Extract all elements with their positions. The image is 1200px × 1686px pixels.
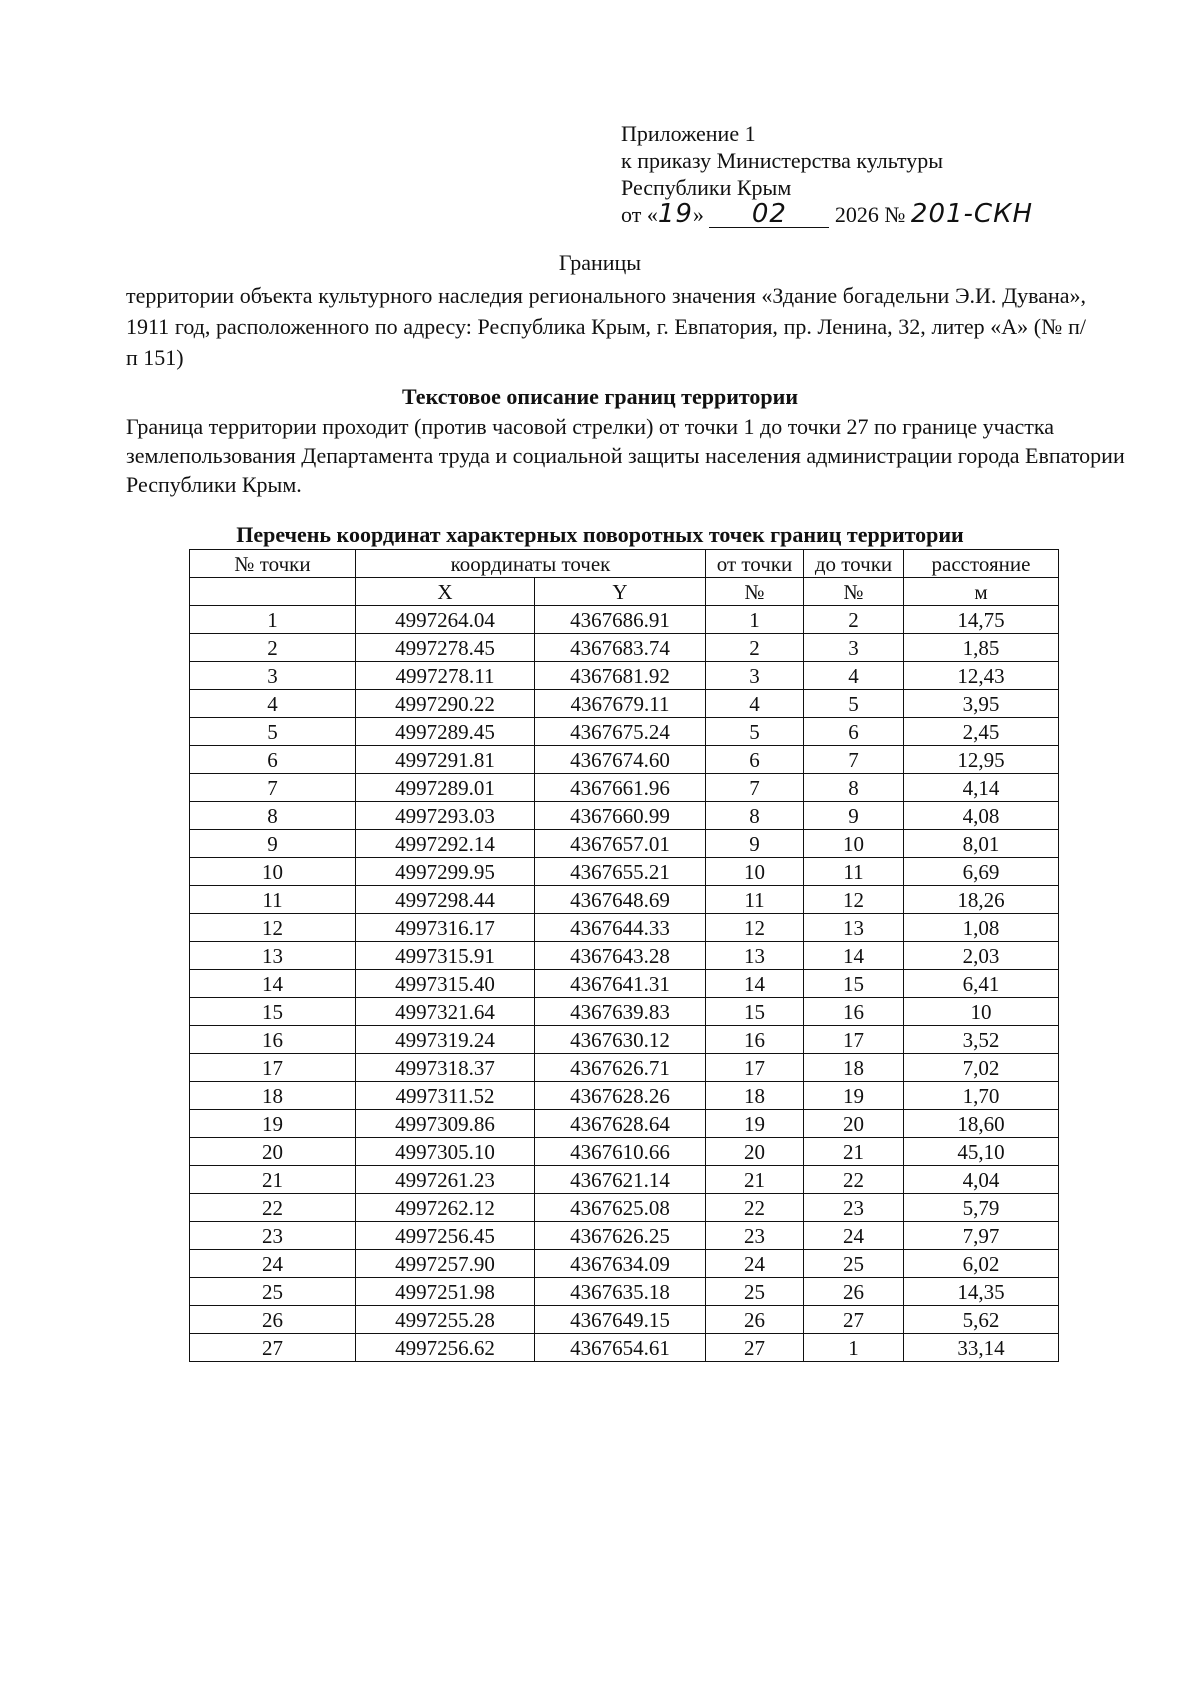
cell-y: 4367674.60 xyxy=(535,746,706,774)
cell-to-point: 26 xyxy=(804,1278,904,1306)
cell-to-point: 12 xyxy=(804,886,904,914)
table-row xyxy=(190,1026,1059,1054)
cell-from-point: 21 xyxy=(706,1166,804,1194)
cell-distance: 6,02 xyxy=(904,1250,1059,1278)
table-row xyxy=(190,1110,1059,1138)
appendix-block xyxy=(621,120,1033,228)
cell-from-point: 19 xyxy=(706,1110,804,1138)
table-row xyxy=(190,746,1059,774)
cell-to-point: 3 xyxy=(804,634,904,662)
cell-from-point: 7 xyxy=(706,774,804,802)
table-row xyxy=(190,1166,1059,1194)
table-body xyxy=(190,606,1059,1362)
table-row xyxy=(190,1278,1059,1306)
cell-y: 4367648.69 xyxy=(535,886,706,914)
handwritten-day: 19 xyxy=(657,199,693,229)
cell-y: 4367626.71 xyxy=(535,1054,706,1082)
cell-x: 4997315.91 xyxy=(356,942,535,970)
table-row xyxy=(190,1082,1059,1110)
cell-y: 4367641.31 xyxy=(535,970,706,998)
cell-from-point: 10 xyxy=(706,858,804,886)
cell-point-number: 26 xyxy=(190,1306,356,1334)
cell-y: 4367628.26 xyxy=(535,1082,706,1110)
table-row xyxy=(190,634,1059,662)
cell-to-point: 24 xyxy=(804,1222,904,1250)
cell-point-number: 25 xyxy=(190,1278,356,1306)
cell-y: 4367686.91 xyxy=(535,606,706,634)
cell-x: 4997264.04 xyxy=(356,606,535,634)
cell-distance: 7,97 xyxy=(904,1222,1059,1250)
section-heading: Текстовое описание границ территории xyxy=(401,384,799,409)
cell-distance: 2,03 xyxy=(904,942,1059,970)
date-day-suffix: » xyxy=(692,202,704,227)
cell-from-point: 22 xyxy=(706,1194,804,1222)
cell-distance: 1,85 xyxy=(904,634,1059,662)
cell-x: 4997311.52 xyxy=(356,1082,535,1110)
cell-y: 4367644.33 xyxy=(535,914,706,942)
object-description: территории объекта культурного наследия регионального значения «Здание богадельни Э.И. Дувана», 1911 год, расположенного по адресу: Республика Крым, г. Евпатория, пр. Ленина, 32, литер «А» (№ п/п 151) xyxy=(126,283,1086,370)
cell-to-point: 11 xyxy=(804,858,904,886)
cell-from-point: 25 xyxy=(706,1278,804,1306)
cell-x: 4997290.22 xyxy=(356,690,535,718)
cell-x: 4997292.14 xyxy=(356,830,535,858)
cell-y: 4367621.14 xyxy=(535,1166,706,1194)
cell-x: 4997251.98 xyxy=(356,1278,535,1306)
cell-distance: 6,41 xyxy=(904,970,1059,998)
cell-point-number: 3 xyxy=(190,662,356,690)
cell-to-point: 14 xyxy=(804,942,904,970)
cell-distance: 14,35 xyxy=(904,1278,1059,1306)
cell-from-point: 16 xyxy=(706,1026,804,1054)
cell-distance: 4,08 xyxy=(904,802,1059,830)
subheader-x: X xyxy=(356,578,535,606)
cell-distance: 3,52 xyxy=(904,1026,1059,1054)
subheader-to-no: № xyxy=(804,578,904,606)
cell-to-point: 23 xyxy=(804,1194,904,1222)
cell-from-point: 24 xyxy=(706,1250,804,1278)
cell-point-number: 17 xyxy=(190,1054,356,1082)
cell-y: 4367639.83 xyxy=(535,998,706,1026)
table-row xyxy=(190,942,1059,970)
cell-distance: 4,04 xyxy=(904,1166,1059,1194)
cell-point-number: 23 xyxy=(190,1222,356,1250)
cell-from-point: 3 xyxy=(706,662,804,690)
cell-from-point: 18 xyxy=(706,1082,804,1110)
cell-from-point: 27 xyxy=(706,1334,804,1362)
cell-y: 4367679.11 xyxy=(535,690,706,718)
subheader-unit: м xyxy=(904,578,1059,606)
cell-distance: 6,69 xyxy=(904,858,1059,886)
cell-x: 4997321.64 xyxy=(356,998,535,1026)
cell-distance: 12,95 xyxy=(904,746,1059,774)
cell-point-number: 20 xyxy=(190,1138,356,1166)
cell-point-number: 18 xyxy=(190,1082,356,1110)
cell-point-number: 10 xyxy=(190,858,356,886)
header-coordinates: координаты точек xyxy=(356,550,706,578)
cell-point-number: 21 xyxy=(190,1166,356,1194)
table-row xyxy=(190,662,1059,690)
cell-point-number: 8 xyxy=(190,802,356,830)
cell-distance: 4,14 xyxy=(904,774,1059,802)
cell-to-point: 1 xyxy=(804,1334,904,1362)
cell-x: 4997309.86 xyxy=(356,1110,535,1138)
cell-from-point: 12 xyxy=(706,914,804,942)
table-row xyxy=(190,802,1059,830)
cell-point-number: 27 xyxy=(190,1334,356,1362)
cell-x: 4997299.95 xyxy=(356,858,535,886)
cell-y: 4367649.15 xyxy=(535,1306,706,1334)
cell-y: 4367654.61 xyxy=(535,1334,706,1362)
cell-to-point: 17 xyxy=(804,1026,904,1054)
table-row xyxy=(190,830,1059,858)
boundary-description: Граница территории проходит (против часовой стрелки) от точки 1 до точки 27 по границе участка землепользования Департамента труда и социальной защиты населения администрации города Евпатории Республики Крым. xyxy=(126,414,1125,497)
cell-to-point: 22 xyxy=(804,1166,904,1194)
table-header-row xyxy=(190,550,1059,578)
table-row xyxy=(190,886,1059,914)
cell-y: 4367626.25 xyxy=(535,1222,706,1250)
cell-y: 4367628.64 xyxy=(535,1110,706,1138)
cell-distance: 45,10 xyxy=(904,1138,1059,1166)
cell-distance: 5,79 xyxy=(904,1194,1059,1222)
cell-to-point: 9 xyxy=(804,802,904,830)
cell-point-number: 6 xyxy=(190,746,356,774)
appendix-line-1: Приложение 1 xyxy=(621,121,756,146)
header-distance: расстояние xyxy=(904,550,1059,578)
cell-y: 4367643.28 xyxy=(535,942,706,970)
cell-point-number: 11 xyxy=(190,886,356,914)
cell-to-point: 7 xyxy=(804,746,904,774)
cell-point-number: 16 xyxy=(190,1026,356,1054)
table-row xyxy=(190,1306,1059,1334)
cell-y: 4367625.08 xyxy=(535,1194,706,1222)
table-row xyxy=(190,1138,1059,1166)
subheader-empty xyxy=(190,578,356,606)
cell-point-number: 4 xyxy=(190,690,356,718)
cell-y: 4367635.18 xyxy=(535,1278,706,1306)
cell-from-point: 1 xyxy=(706,606,804,634)
cell-to-point: 13 xyxy=(804,914,904,942)
cell-x: 4997316.17 xyxy=(356,914,535,942)
cell-x: 4997278.45 xyxy=(356,634,535,662)
cell-to-point: 5 xyxy=(804,690,904,718)
cell-y: 4367634.09 xyxy=(535,1250,706,1278)
cell-distance: 8,01 xyxy=(904,830,1059,858)
cell-distance: 1,08 xyxy=(904,914,1059,942)
table-row xyxy=(190,606,1059,634)
header-from-point: от точки xyxy=(706,550,804,578)
date-prefix: от « xyxy=(621,202,658,227)
cell-x: 4997319.24 xyxy=(356,1026,535,1054)
cell-from-point: 15 xyxy=(706,998,804,1026)
cell-to-point: 19 xyxy=(804,1082,904,1110)
cell-point-number: 15 xyxy=(190,998,356,1026)
cell-to-point: 20 xyxy=(804,1110,904,1138)
table-row xyxy=(190,1054,1059,1082)
cell-y: 4367660.99 xyxy=(535,802,706,830)
cell-distance: 3,95 xyxy=(904,690,1059,718)
cell-from-point: 8 xyxy=(706,802,804,830)
cell-x: 4997289.01 xyxy=(356,774,535,802)
cell-to-point: 25 xyxy=(804,1250,904,1278)
cell-x: 4997255.28 xyxy=(356,1306,535,1334)
header-to-point: до точки xyxy=(804,550,904,578)
cell-x: 4997293.03 xyxy=(356,802,535,830)
cell-point-number: 2 xyxy=(190,634,356,662)
cell-y: 4367610.66 xyxy=(535,1138,706,1166)
cell-from-point: 26 xyxy=(706,1306,804,1334)
cell-from-point: 13 xyxy=(706,942,804,970)
cell-to-point: 16 xyxy=(804,998,904,1026)
table-subheader-row xyxy=(190,578,1059,606)
appendix-date-line xyxy=(621,201,1033,228)
cell-from-point: 14 xyxy=(706,970,804,998)
subheader-y: Y xyxy=(535,578,706,606)
cell-distance: 18,60 xyxy=(904,1110,1059,1138)
cell-y: 4367675.24 xyxy=(535,718,706,746)
cell-point-number: 14 xyxy=(190,970,356,998)
cell-from-point: 4 xyxy=(706,690,804,718)
cell-from-point: 17 xyxy=(706,1054,804,1082)
cell-x: 4997278.11 xyxy=(356,662,535,690)
cell-point-number: 5 xyxy=(190,718,356,746)
header-point-number: № точки xyxy=(190,550,356,578)
cell-point-number: 24 xyxy=(190,1250,356,1278)
cell-from-point: 9 xyxy=(706,830,804,858)
date-year: 2026 № xyxy=(834,202,906,227)
cell-y: 4367661.96 xyxy=(535,774,706,802)
cell-to-point: 15 xyxy=(804,970,904,998)
cell-distance: 7,02 xyxy=(904,1054,1059,1082)
cell-distance: 14,75 xyxy=(904,606,1059,634)
cell-to-point: 10 xyxy=(804,830,904,858)
cell-x: 4997318.37 xyxy=(356,1054,535,1082)
cell-y: 4367681.92 xyxy=(535,662,706,690)
table-row xyxy=(190,774,1059,802)
cell-x: 4997262.12 xyxy=(356,1194,535,1222)
cell-to-point: 6 xyxy=(804,718,904,746)
cell-to-point: 2 xyxy=(804,606,904,634)
appendix-line-2: к приказу Министерства культуры xyxy=(621,148,944,173)
cell-to-point: 4 xyxy=(804,662,904,690)
cell-distance: 1,70 xyxy=(904,1082,1059,1110)
appendix-line-3: Республики Крым xyxy=(621,175,792,200)
cell-from-point: 2 xyxy=(706,634,804,662)
cell-x: 4997256.62 xyxy=(356,1334,535,1362)
table-title: Перечень координат характерных поворотных точек границ территории xyxy=(236,522,964,547)
table-row xyxy=(190,718,1059,746)
table-row xyxy=(190,1194,1059,1222)
cell-distance: 5,62 xyxy=(904,1306,1059,1334)
cell-distance: 2,45 xyxy=(904,718,1059,746)
table-row xyxy=(190,970,1059,998)
document-title: Границы xyxy=(558,250,642,275)
cell-distance: 12,43 xyxy=(904,662,1059,690)
cell-x: 4997257.90 xyxy=(356,1250,535,1278)
cell-to-point: 18 xyxy=(804,1054,904,1082)
cell-point-number: 22 xyxy=(190,1194,356,1222)
cell-y: 4367630.12 xyxy=(535,1026,706,1054)
cell-to-point: 8 xyxy=(804,774,904,802)
table-row xyxy=(190,914,1059,942)
cell-distance: 10 xyxy=(904,998,1059,1026)
cell-y: 4367655.21 xyxy=(535,858,706,886)
cell-x: 4997261.23 xyxy=(356,1166,535,1194)
cell-y: 4367657.01 xyxy=(535,830,706,858)
table-row xyxy=(190,858,1059,886)
cell-point-number: 1 xyxy=(190,606,356,634)
cell-x: 4997305.10 xyxy=(356,1138,535,1166)
cell-from-point: 23 xyxy=(706,1222,804,1250)
cell-x: 4997256.45 xyxy=(356,1222,535,1250)
cell-x: 4997289.45 xyxy=(356,718,535,746)
table-row xyxy=(190,1250,1059,1278)
cell-point-number: 12 xyxy=(190,914,356,942)
handwritten-month-field xyxy=(709,199,829,229)
handwritten-month: 02 xyxy=(751,199,787,229)
table-row xyxy=(190,690,1059,718)
cell-point-number: 13 xyxy=(190,942,356,970)
cell-to-point: 27 xyxy=(804,1306,904,1334)
table-row xyxy=(190,1222,1059,1250)
coordinates-table xyxy=(189,549,1059,1362)
cell-from-point: 6 xyxy=(706,746,804,774)
cell-distance: 18,26 xyxy=(904,886,1059,914)
cell-x: 4997315.40 xyxy=(356,970,535,998)
cell-x: 4997291.81 xyxy=(356,746,535,774)
cell-from-point: 11 xyxy=(706,886,804,914)
cell-to-point: 21 xyxy=(804,1138,904,1166)
cell-from-point: 20 xyxy=(706,1138,804,1166)
cell-y: 4367683.74 xyxy=(535,634,706,662)
table-row xyxy=(190,1334,1059,1362)
subheader-from-no: № xyxy=(706,578,804,606)
cell-point-number: 7 xyxy=(190,774,356,802)
cell-from-point: 5 xyxy=(706,718,804,746)
cell-x: 4997298.44 xyxy=(356,886,535,914)
cell-point-number: 19 xyxy=(190,1110,356,1138)
handwritten-order-number: 201-СКН xyxy=(910,199,1034,229)
cell-point-number: 9 xyxy=(190,830,356,858)
table-row xyxy=(190,998,1059,1026)
cell-distance: 33,14 xyxy=(904,1334,1059,1362)
